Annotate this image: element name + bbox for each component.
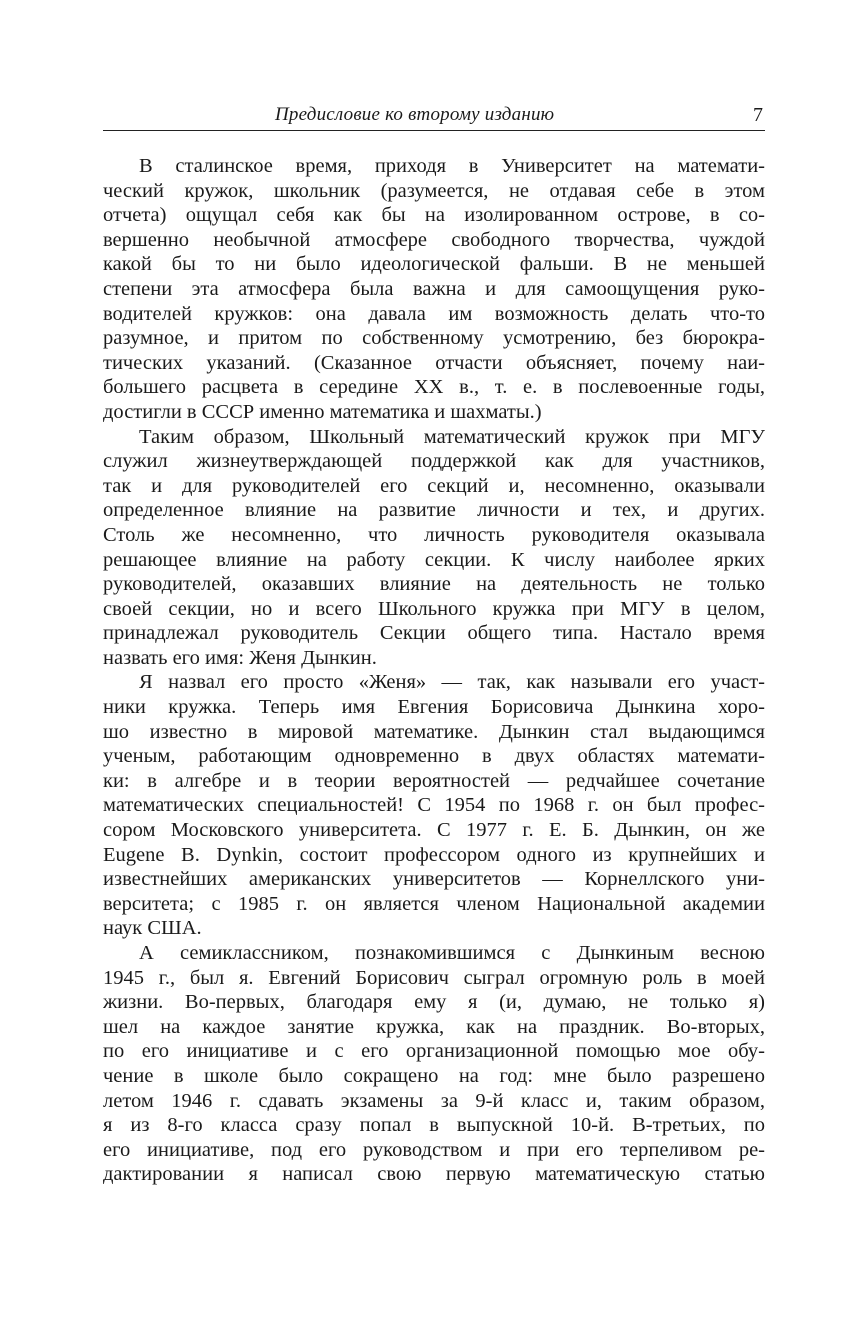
text-line: шел на каждое занятие кружка, как на праздник. Во-вторых,	[103, 1015, 765, 1038]
text-line: своей секции, но и всего Школьного кружка при МГУ в целом,	[103, 597, 765, 620]
text-line: А семиклассником, познакомившимся с Дынкиным весною	[139, 942, 765, 964]
paragraph	[103, 425, 765, 671]
running-header	[103, 104, 765, 131]
text-line: достигли в СССР именно математика и шахматы.)	[103, 400, 542, 423]
text-line: ники кружка. Теперь имя Евгения Борисовича Дынкина хоро-	[103, 696, 765, 719]
paragraph	[103, 670, 765, 941]
text-line: дактировании я написал свою первую математическую статью	[103, 1163, 765, 1186]
text-line: летом 1946 г. сдавать экзамены за 9-й класс и, таким образом,	[103, 1089, 765, 1112]
text-line: ученым, работающим одновременно в двух областях математи-	[103, 745, 765, 768]
text-line: я из 8-го класса сразу попал в выпускной 10-й. В-третьих, по	[103, 1114, 765, 1137]
text-line: известнейших американских университетов — Корнеллского уни-	[103, 868, 765, 891]
text-line: ческий кружок, школьник (разумеется, не отдавая себе в этом	[103, 179, 765, 202]
text-line: шо известно в мировой математике. Дынкин стал выдающимся	[103, 720, 765, 743]
text-line: большего расцвета в середине XX в., т. е. в послевоенные годы,	[103, 376, 765, 399]
text-line: назвать его имя: Женя Дынкин.	[103, 646, 377, 669]
text-line: ки: в алгебре и в теории вероятностей — редчайшее сочетание	[103, 769, 765, 792]
text-line: решающее влияние на работу секции. К числу наиболее ярких	[103, 548, 765, 571]
text-line: степени эта атмосфера была важна и для самоощущения руко-	[103, 277, 765, 300]
text-line: верситета; с 1985 г. он является членом Национальной академии	[103, 892, 765, 915]
text-line: чение в школе было сокращено на год: мне было разрешено	[103, 1064, 765, 1087]
text-line: водителей кружков: она давала им возможность делать что-то	[103, 302, 765, 325]
text-line: Таким образом, Школьный математический кружок при МГУ	[139, 425, 765, 448]
text-line: вершенно необычной атмосфере свободного творчества, чуждой	[103, 228, 765, 251]
text-line: В сталинское время, приходя в Университет на математи-	[139, 155, 765, 177]
text-line: Eugene B. Dynkin, состоит профессором одного из крупнейших и	[103, 843, 765, 866]
text-line: Столь же несомненно, что личность руководителя оказывала	[103, 523, 765, 546]
body-text	[103, 154, 765, 1187]
text-line: тических указаний. (Сказанное отчасти объясняет, почему наи-	[103, 351, 765, 374]
text-line: по его инициативе и с его организационной помощью мое обу-	[103, 1040, 765, 1063]
text-line: так и для руководителей его секций и, несомненно, оказывали	[103, 474, 765, 497]
text-line: Я назвал его просто «Женя» — так, как называли его участ-	[139, 671, 765, 694]
paragraph	[103, 154, 765, 425]
page-number: 7	[753, 104, 763, 126]
text-line: жизни. Во-первых, благодаря ему я (и, думаю, не только я)	[103, 991, 765, 1014]
text-line: математических специальностей! С 1954 по 1968 г. он был профес-	[103, 794, 765, 817]
paragraph	[103, 941, 765, 1187]
text-line: руководителей, оказавших влияние на деятельность не только	[103, 573, 765, 596]
text-line: определенное влияние на развитие личности и тех, и других.	[103, 499, 765, 522]
text-line: отчета) ощущал себя как бы на изолированном острове, в со-	[103, 204, 765, 227]
text-line: наук США.	[103, 917, 202, 940]
text-line: какой бы то ни было идеологической фальши. В не меньшей	[103, 253, 765, 276]
text-line: служил жизнеутверждающей поддержкой как для участников,	[103, 450, 765, 473]
text-line: принадлежал руководитель Секции общего типа. Настало время	[103, 622, 765, 645]
text-line: его инициативе, под его руководством и при его терпеливом ре-	[103, 1138, 765, 1161]
text-line: сором Московского университета. С 1977 г. Е. Б. Дынкин, он же	[103, 819, 765, 842]
text-line: разумное, и притом по собственному усмотрению, без бюрокра-	[103, 327, 765, 350]
running-title: Предисловие ко второму изданию	[275, 104, 555, 125]
text-line: 1945 г., был я. Евгений Борисович сыграл огромную роль в моей	[103, 966, 765, 989]
